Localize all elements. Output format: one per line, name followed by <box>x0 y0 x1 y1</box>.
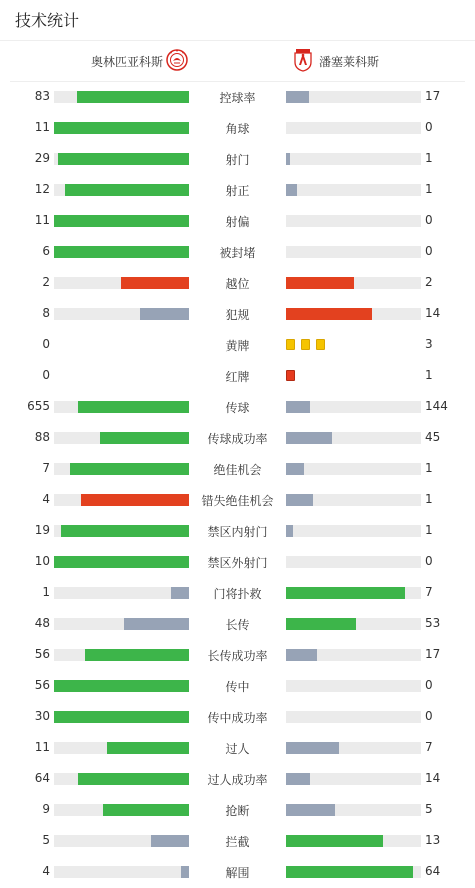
stat-label: 传球 <box>225 401 250 415</box>
away-bar-fill <box>286 773 310 785</box>
home-bar-fill <box>107 742 189 754</box>
stat-row <box>0 763 475 794</box>
home-value: 655 <box>27 399 50 413</box>
home-bar-fill <box>124 618 189 630</box>
home-bar-fill <box>54 215 189 227</box>
home-value: 56 <box>34 647 50 661</box>
home-value: 4 <box>42 864 50 878</box>
home-bar-track <box>54 711 189 723</box>
stat-row <box>0 329 475 360</box>
home-bar-fill <box>54 246 189 258</box>
teams-header <box>0 46 475 78</box>
stat-row <box>0 577 475 608</box>
stat-label: 控球率 <box>219 91 256 105</box>
stat-row <box>0 794 475 825</box>
stat-label: 黄牌 <box>225 339 250 353</box>
stat-row <box>0 360 475 391</box>
away-value: 17 <box>425 647 441 661</box>
stat-row <box>0 267 475 298</box>
home-bar-fill <box>54 711 189 723</box>
home-bar-track <box>54 432 189 444</box>
stat-row <box>0 825 475 856</box>
stat-row <box>0 484 475 515</box>
stat-row <box>0 701 475 732</box>
home-bar-fill <box>58 153 189 165</box>
away-bar-fill <box>286 432 332 444</box>
away-value: 2 <box>425 275 433 289</box>
away-value: 1 <box>425 368 433 382</box>
home-value: 11 <box>34 120 50 134</box>
away-value: 7 <box>425 585 433 599</box>
away-bar-fill <box>286 804 335 816</box>
home-bar-track <box>54 91 189 103</box>
away-bar-track <box>286 153 421 165</box>
away-value: 0 <box>425 709 433 723</box>
stat-label: 绝佳机会 <box>213 463 262 477</box>
away-value: 1 <box>425 492 433 506</box>
stat-label: 传中 <box>225 680 250 694</box>
home-bar-track <box>54 308 189 320</box>
away-bar-track <box>286 742 421 754</box>
away-bar-track <box>286 463 421 475</box>
home-bar-fill <box>171 587 189 599</box>
home-bar-track <box>54 184 189 196</box>
stat-label: 射正 <box>225 184 250 198</box>
stat-row <box>0 515 475 546</box>
home-bar-track <box>54 494 189 506</box>
stat-label: 解围 <box>225 866 250 880</box>
stat-label: 错失绝佳机会 <box>201 494 274 508</box>
stat-label: 射偏 <box>225 215 250 229</box>
header-divider <box>0 40 475 41</box>
away-bar-track <box>286 525 421 537</box>
home-bar-fill <box>70 463 189 475</box>
stat-row <box>0 391 475 422</box>
home-bar-fill <box>77 91 189 103</box>
home-bar-fill <box>85 649 189 661</box>
home-bar-fill <box>61 525 189 537</box>
away-bar-track <box>286 804 421 816</box>
away-value: 13 <box>425 833 441 847</box>
home-bar-fill <box>103 804 189 816</box>
away-bar-track <box>286 866 421 878</box>
away-bar-track <box>286 556 421 568</box>
away-bar-fill <box>286 277 354 289</box>
away-bar-track <box>286 401 421 413</box>
home-bar-track <box>54 122 189 134</box>
home-value: 8 <box>42 306 50 320</box>
away-bar-track <box>286 711 421 723</box>
away-bar-fill <box>286 587 405 599</box>
away-value: 1 <box>425 461 433 475</box>
stat-row <box>0 732 475 763</box>
home-bar-track <box>54 649 189 661</box>
home-value: 83 <box>34 89 50 103</box>
home-value: 5 <box>42 833 50 847</box>
home-bar-track <box>54 587 189 599</box>
away-bar-track <box>286 91 421 103</box>
stat-label: 越位 <box>225 277 250 291</box>
stat-label: 拦截 <box>225 835 250 849</box>
home-value: 11 <box>34 213 50 227</box>
away-value: 0 <box>425 213 433 227</box>
home-bar-track <box>54 804 189 816</box>
away-bar-track <box>286 184 421 196</box>
home-bar-fill <box>54 680 189 692</box>
yellow-card-icon <box>286 339 295 350</box>
home-value: 88 <box>34 430 50 444</box>
away-value: 14 <box>425 771 441 785</box>
home-value: 19 <box>34 523 50 537</box>
away-value: 1 <box>425 151 433 165</box>
away-value: 53 <box>425 616 441 630</box>
olympiacos-crest-icon <box>166 49 188 71</box>
home-bar-track <box>54 153 189 165</box>
red-card-icon <box>286 370 295 381</box>
home-bar-fill <box>140 308 189 320</box>
home-bar-track <box>54 525 189 537</box>
stat-label: 抢断 <box>225 804 250 818</box>
away-value: 64 <box>425 864 441 878</box>
home-bar-track <box>54 401 189 413</box>
home-bar-track <box>54 742 189 754</box>
home-bar-fill <box>78 401 189 413</box>
away-bar-fill <box>286 494 313 506</box>
stat-label: 犯规 <box>225 308 250 322</box>
stat-label: 禁区内射门 <box>207 525 268 539</box>
home-value: 48 <box>34 616 50 630</box>
away-value: 14 <box>425 306 441 320</box>
away-bar-fill <box>286 866 413 878</box>
away-value: 5 <box>425 802 433 816</box>
stat-label: 过人 <box>225 742 250 756</box>
away-bar-fill <box>286 525 293 537</box>
away-bar-fill <box>286 618 356 630</box>
home-bar-track <box>54 277 189 289</box>
home-value: 64 <box>34 771 50 785</box>
stat-row <box>0 112 475 143</box>
home-bar-track <box>54 773 189 785</box>
stat-label: 门将扑救 <box>213 587 262 601</box>
stat-row <box>0 422 475 453</box>
home-bar-track <box>54 463 189 475</box>
stat-label: 长传成功率 <box>207 649 268 663</box>
away-bar-track <box>286 246 421 258</box>
home-bar-fill <box>100 432 189 444</box>
stat-row <box>0 174 475 205</box>
yellow-card-icon <box>301 339 310 350</box>
away-value: 45 <box>425 430 441 444</box>
home-bar-fill <box>78 773 189 785</box>
away-bar-track <box>286 432 421 444</box>
home-bar-track <box>54 556 189 568</box>
away-value: 17 <box>425 89 441 103</box>
away-value: 0 <box>425 678 433 692</box>
stat-row <box>0 236 475 267</box>
home-bar-fill <box>121 277 189 289</box>
stat-label: 长传 <box>225 618 250 632</box>
yellow-card-icon <box>316 339 325 350</box>
stat-row <box>0 453 475 484</box>
stat-row <box>0 608 475 639</box>
stats-list <box>0 81 475 887</box>
home-value: 0 <box>42 368 50 382</box>
home-value: 7 <box>42 461 50 475</box>
stat-row <box>0 670 475 701</box>
away-value: 1 <box>425 523 433 537</box>
home-value: 11 <box>34 740 50 754</box>
stat-label: 传中成功率 <box>207 711 268 725</box>
away-bar-track <box>286 122 421 134</box>
home-value: 4 <box>42 492 50 506</box>
home-bar-fill <box>81 494 189 506</box>
away-bar-track <box>286 277 421 289</box>
home-bar-track <box>54 866 189 878</box>
away-value: 144 <box>425 399 448 413</box>
stat-label: 过人成功率 <box>207 773 268 787</box>
stat-label: 被封堵 <box>219 246 256 260</box>
away-bar-track <box>286 773 421 785</box>
stat-row <box>0 639 475 670</box>
home-value: 29 <box>34 151 50 165</box>
stat-label: 角球 <box>225 122 250 136</box>
stat-label: 红牌 <box>225 370 250 384</box>
away-value: 0 <box>425 244 433 258</box>
away-team-name: 潘塞莱科斯 <box>319 55 380 69</box>
home-bar-fill <box>65 184 189 196</box>
home-value: 10 <box>34 554 50 568</box>
away-bar-fill <box>286 742 339 754</box>
away-bar-track <box>286 835 421 847</box>
stat-row <box>0 81 475 112</box>
stat-label: 传球成功率 <box>207 432 268 446</box>
away-bar-track <box>286 618 421 630</box>
away-value: 1 <box>425 182 433 196</box>
away-bar-track <box>286 215 421 227</box>
panserraikos-crest-icon <box>293 48 313 72</box>
home-value: 12 <box>34 182 50 196</box>
home-bar-track <box>54 215 189 227</box>
away-value: 7 <box>425 740 433 754</box>
away-bar-fill <box>286 401 310 413</box>
home-bar-track <box>54 618 189 630</box>
home-value: 56 <box>34 678 50 692</box>
away-bar-fill <box>286 153 290 165</box>
away-bar-fill <box>286 184 297 196</box>
away-value: 0 <box>425 120 433 134</box>
home-bar-fill <box>151 835 189 847</box>
home-value: 1 <box>42 585 50 599</box>
away-bar-fill <box>286 649 317 661</box>
stat-row <box>0 856 475 887</box>
stat-row <box>0 205 475 236</box>
away-bar-track <box>286 494 421 506</box>
away-bar-track <box>286 587 421 599</box>
stat-row <box>0 546 475 577</box>
home-value: 30 <box>34 709 50 723</box>
home-value: 9 <box>42 802 50 816</box>
away-bar-fill <box>286 91 309 103</box>
page-title: 技术统计 <box>15 11 80 30</box>
away-value: 0 <box>425 554 433 568</box>
home-value: 6 <box>42 244 50 258</box>
home-value: 0 <box>42 337 50 351</box>
home-bar-fill <box>54 122 189 134</box>
away-bar-track <box>286 680 421 692</box>
away-bar-track <box>286 649 421 661</box>
away-bar-fill <box>286 835 383 847</box>
stat-row <box>0 143 475 174</box>
away-bar-track <box>286 308 421 320</box>
home-bar-track <box>54 680 189 692</box>
home-value: 2 <box>42 275 50 289</box>
home-bar-fill <box>54 556 189 568</box>
away-bar-fill <box>286 308 372 320</box>
stat-row <box>0 298 475 329</box>
away-bar-fill <box>286 463 304 475</box>
away-value: 3 <box>425 337 433 351</box>
stat-label: 禁区外射门 <box>207 556 268 570</box>
home-bar-track <box>54 246 189 258</box>
home-bar-track <box>54 835 189 847</box>
home-bar-fill <box>181 866 189 878</box>
stat-label: 射门 <box>225 153 250 167</box>
home-team-name: 奥林匹亚科斯 <box>90 55 163 69</box>
